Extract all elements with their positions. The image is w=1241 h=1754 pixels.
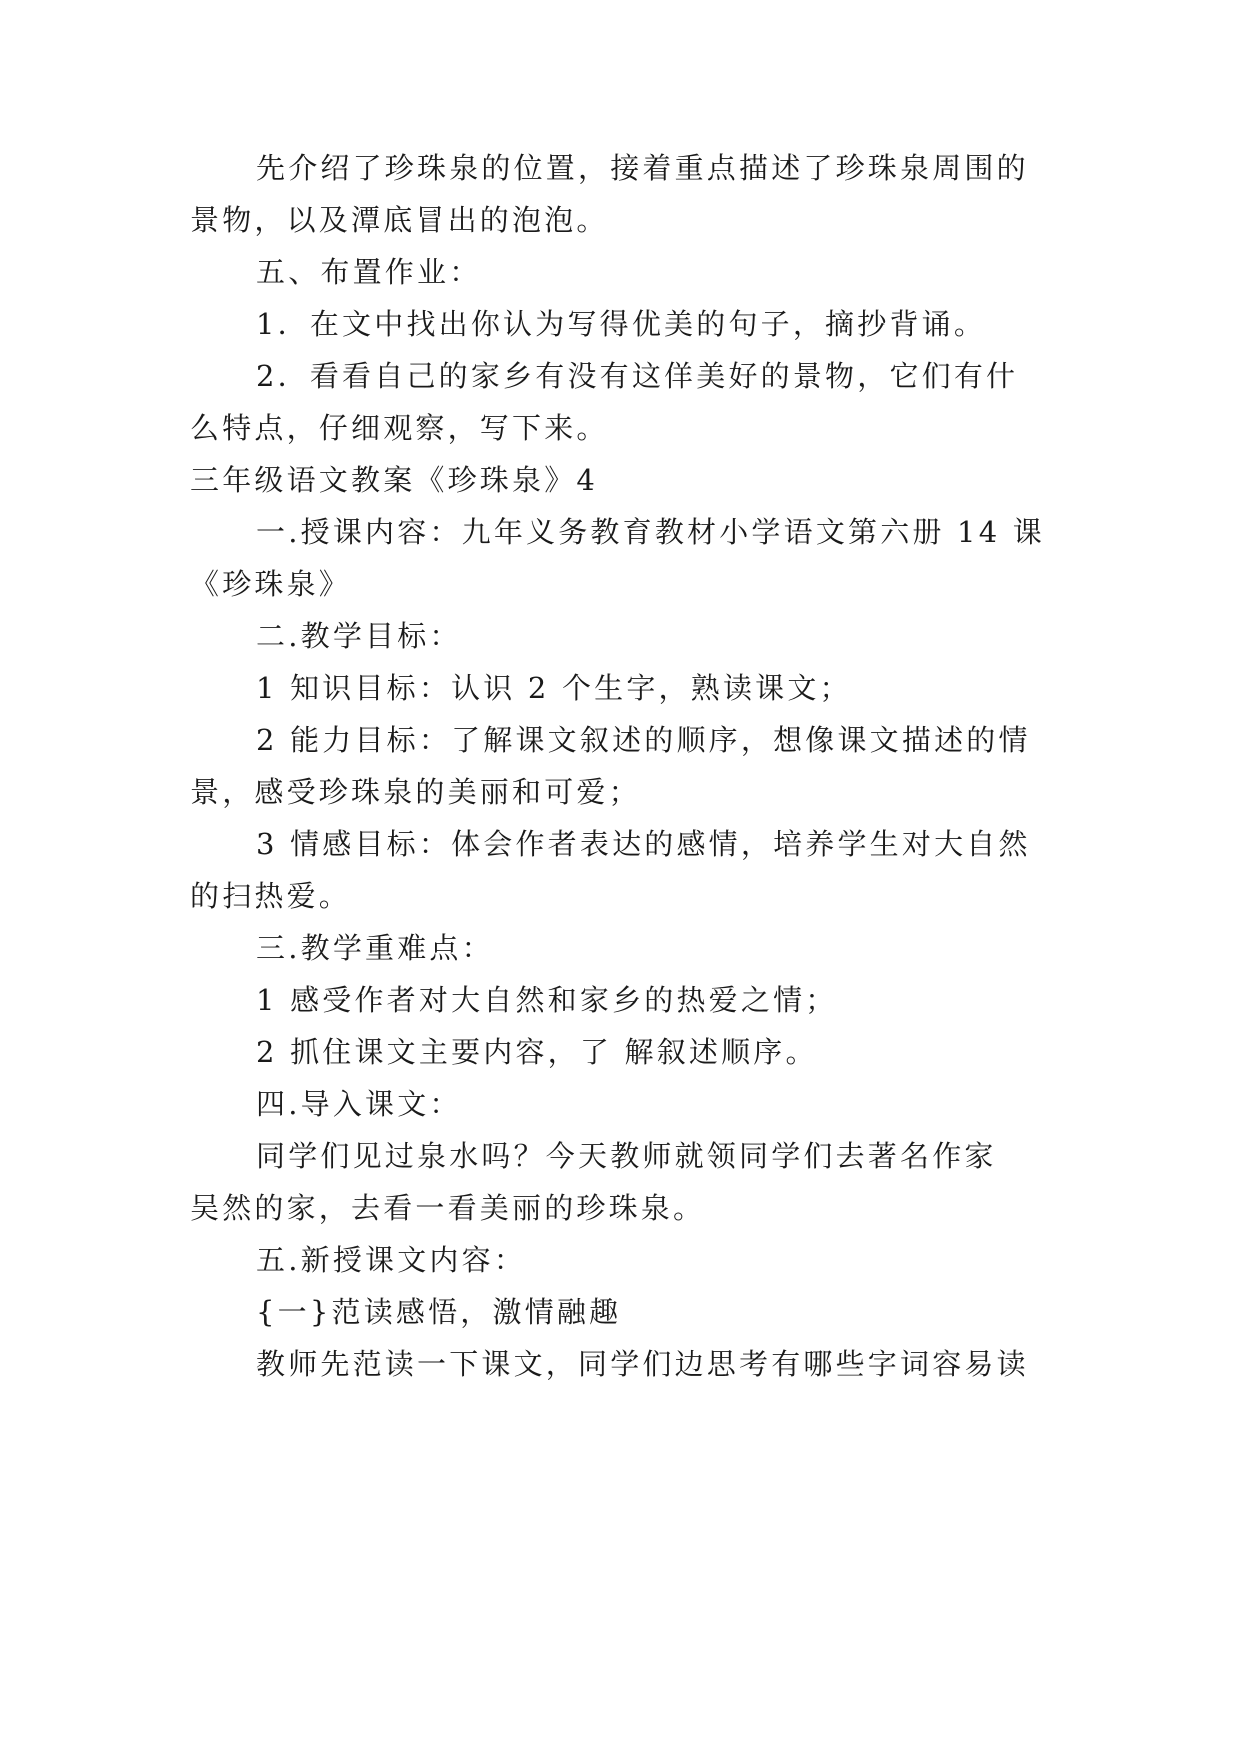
section-heading: 五、布置作业：	[256, 255, 482, 289]
document-title: 三年级语文教案《珍珠泉》4	[190, 463, 599, 497]
section-heading: 四.导入课文：	[256, 1087, 462, 1121]
paragraph-line: 1 知识目标：认识 2 个生字，熟读课文；	[256, 671, 852, 705]
paragraph-line: 3 情感目标：体会作者表达的感情，培养学生对大自然	[256, 827, 1031, 861]
paragraph-line: 同学们见过泉水吗？今天教师就领同学们去著名作家	[256, 1139, 997, 1173]
section-heading: 五.新授课文内容：	[256, 1243, 527, 1277]
paragraph-line: 2 能力目标：了解课文叙述的顺序，想像课文描述的情	[256, 723, 1031, 757]
paragraph-line: 吴然的家，去看一看美丽的珍珠泉。	[190, 1191, 706, 1225]
paragraph-line: 先介绍了珍珠泉的位置，接着重点描述了珍珠泉周围的	[256, 151, 1029, 185]
paragraph-line: 景物，以及潭底冒出的泡泡。	[190, 203, 609, 237]
paragraph-line: {一}范读感悟，激情融趣	[256, 1295, 622, 1329]
paragraph-line: 景，感受珍珠泉的美丽和可爱；	[190, 775, 641, 809]
paragraph-line: 教师先范读一下课文，同学们边思考有哪些字词容易读	[256, 1347, 1029, 1381]
paragraph-line: 2．看看自己的家乡有没有这佯美好的景物，它们有什	[256, 359, 1019, 393]
paragraph-line: 么特点，仔细观察，写下来。	[190, 411, 609, 445]
paragraph-line: 一.授课内容：九年义务教育教材小学语文第六册 14 课	[256, 515, 1045, 549]
section-heading: 二.教学目标：	[256, 619, 462, 653]
paragraph-line: 《珍珠泉》	[190, 567, 352, 601]
section-heading: 三.教学重难点：	[256, 931, 494, 965]
paragraph-line: 2 抓住课文主要内容，了 解叙述顺序。	[256, 1035, 818, 1069]
paragraph-line: 1 感受作者对大自然和家乡的热爱之情；	[256, 983, 838, 1017]
paragraph-line: 1．在文中找出你认为写得优美的句子，摘抄背诵。	[256, 307, 987, 341]
paragraph-line: 的扫热爱。	[190, 879, 352, 913]
